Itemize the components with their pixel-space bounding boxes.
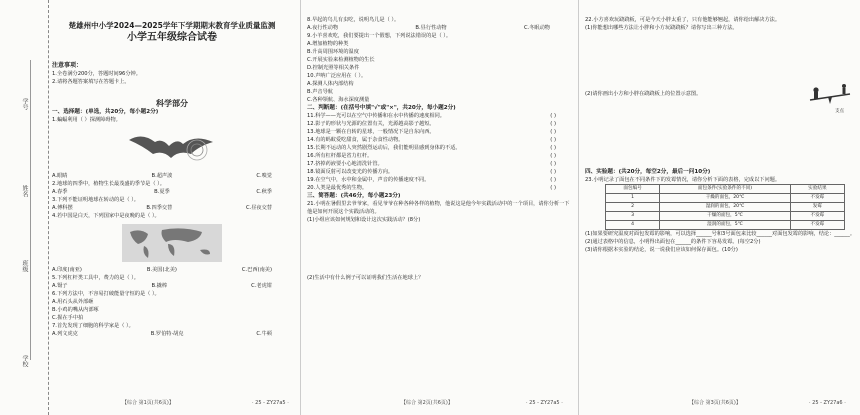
column-3 — [578, 0, 858, 415]
table-cell: 干燥的面包，20℃ — [660, 194, 791, 203]
question-10-option: C.各种领航、海水深度测量 — [307, 97, 370, 103]
table-row — [606, 212, 845, 221]
answer-bracket[interactable]: ( ) — [550, 169, 556, 175]
section-heading: 一、选择题：(单选，共20分，每小题2分) — [52, 109, 159, 115]
question-22-sub2-row — [585, 80, 858, 108]
judgment-item: 16.所有杠杆都是省力杠杆。 ( ) — [307, 153, 556, 159]
judgment-item: 11.科学——光可以在空气中传播和在水中传播的速度相同。 ( ) — [307, 113, 556, 119]
page-footer: 【综合 第3页(共6页)】 — [689, 400, 741, 406]
answer-bracket[interactable]: ( ) — [550, 161, 556, 167]
question-1-options: A.眼睛 B.超声波 C.嗅觉 — [52, 173, 272, 179]
world-map-image — [122, 224, 222, 262]
question-4: 4.若中国是白天，下列国家中是夜晚的是（ ）。 — [52, 213, 160, 219]
notes-heading: 注意事项： — [52, 62, 83, 69]
notes-item: 2.请将各题答案填写在答题卡上。 — [52, 79, 130, 85]
question-10-option: A.探测人体内部结构 — [307, 81, 354, 87]
page-footer-code: · 25 - ZY27a6 · — [809, 400, 846, 406]
binding-label-id: 学号 — [21, 98, 28, 110]
question-3-options: A.傅科摆 B.四季交替 C.昼夜交替 — [52, 205, 272, 211]
binding-label-name: 姓名 — [21, 185, 28, 197]
question-10: 10.声呐广泛应用在（ ）。 — [307, 73, 367, 79]
table-cell: 不发霉 — [790, 221, 844, 230]
question-9-option: B.升高周围环境的温度 — [307, 49, 359, 55]
page-footer-code: · 25 - ZY27a5 · — [252, 400, 289, 406]
table-row — [606, 203, 845, 212]
question-7-options: A.列文虎克 B.罗伯特·胡克 C.牛顿 — [52, 331, 272, 337]
question-21: 21.小明在暑假里去爷爷家，看见爷爷在种各种各样的植物，他说这是他今年实践活动中的一个项目，请你分析一下他是如何开展这个实践活动的。 — [307, 201, 570, 215]
answer-bracket[interactable]: ( ) — [550, 137, 556, 143]
question-5: 5.下列杠杆类工具中，费力的是（ ）。 — [52, 275, 139, 281]
table-cell: 湿润的面包，5℃ — [660, 221, 791, 230]
question-2: 2.地球的四季中，植物生长最茂盛的季节是（ ）。 — [52, 181, 165, 187]
answer-space — [585, 116, 858, 168]
judgment-item: 17.挤掉药液要小心地清洗针管。 ( ) — [307, 161, 556, 167]
table-cell: 3 — [606, 212, 660, 221]
table-cell: 2 — [606, 203, 660, 212]
question-23-sub1: (1)如果要研究温度对面包发霉的影响，可以选择______号和3号面包来比较______对面包发霉的影响，结论：______。 — [585, 231, 856, 237]
exam-title-line2: 小学五年级综合试卷 — [127, 32, 217, 43]
binding-line — [30, 60, 31, 360]
answer-space — [585, 32, 858, 80]
bread-mold-table — [605, 184, 845, 230]
question-10-option: B.声音导航 — [307, 89, 333, 95]
table-header: 面包编号 — [606, 185, 660, 194]
page-footer: 【综合 第2页(共6页)】 — [401, 400, 453, 406]
judgment-item: 14.有的蚂蚁爱吃甜食，属于杂食性动物。 ( ) — [307, 137, 556, 143]
table-cell: 1 — [606, 194, 660, 203]
table-cell: 湿润的面包，20℃ — [660, 203, 791, 212]
question-21-sub2: (2)生活中有什么例子可以证明我们生活在地球上？ — [307, 275, 424, 281]
binding-label-class: 班级 — [21, 260, 28, 272]
question-21-sub1: (1)小组应该如何规划和设计这次实践活动？(8分) — [307, 217, 421, 223]
table-cell: 干燥的面包，5℃ — [660, 212, 791, 221]
column-2 — [300, 0, 570, 415]
column-1 — [52, 0, 292, 415]
question-1: 1.蝙蝠利用（ ）探测障碍物。 — [52, 117, 121, 123]
table-header: 面包条件(实验条件的不同) — [660, 185, 791, 194]
question-9-option: C.开展实验来检测植物的生长 — [307, 57, 375, 63]
table-header: 实验结果 — [790, 185, 844, 194]
table-row — [606, 221, 845, 230]
question-22-sub1: (1)你能想出哪些方法让小胖和小方玩跷跷板？请你写出三种方法。 — [585, 25, 738, 31]
section-heading: 三、简答题：(共46分，每小题23分) — [307, 193, 401, 199]
answer-bracket[interactable]: ( ) — [550, 121, 556, 127]
answer-bracket[interactable]: ( ) — [550, 185, 556, 191]
question-23: 23.小明记录了面包在不同条件下的发霉情况，请你分析下面的表格，完成以下问题。 — [585, 177, 781, 183]
exam-title-line1: 楚雄州中小学2024—2025学年下学期期末教育学业质量监测 — [68, 21, 276, 30]
answer-bracket[interactable]: ( ) — [550, 145, 556, 151]
question-3: 3.下列不能证明地球在转动的是（ ）。 — [52, 197, 139, 203]
question-8-options: A.夜行性动物 B.昼行性动物 C.冬眠动物 — [307, 25, 550, 31]
question-6: 6.下列方法中，不容易打破能量守恒的是（ ）。 — [52, 291, 160, 297]
seesaw-image — [808, 80, 852, 108]
question-5-options: A.镊子 B.撬棒 C.老虎钳 — [52, 283, 272, 289]
answer-bracket[interactable]: ( ) — [550, 129, 556, 135]
table-row — [606, 194, 845, 203]
question-22-sub2: (2)请你画出小方和小胖在跷跷板上的位置示意图。 — [585, 91, 702, 97]
judgment-list — [307, 112, 570, 192]
question-7: 7.首先发现了细胞的科学家是（ ）。 — [52, 323, 134, 329]
table-cell: 4 — [606, 221, 660, 230]
question-6-option: C.握在手中拍 — [52, 315, 84, 321]
question-6-option: A.用石头从外部砸 — [52, 299, 94, 305]
bat-image — [127, 128, 217, 168]
science-section-title: 科学部分 — [156, 99, 188, 108]
question-9: 9.小羊喜欢吃，我们要提出一个假想，下列说法错误的是（ ）。 — [307, 33, 452, 39]
judgment-item: 19.在空气中，水中和金属中，声音的传播速度不同。 ( ) — [307, 177, 556, 183]
question-6-option: B.小鸡的嘴从内部啄 — [52, 307, 99, 313]
judgment-item: 20.人类是最优秀的生物。 ( ) — [307, 185, 556, 191]
table-cell: 发霉 — [790, 203, 844, 212]
question-9-option: A.增加植物的种类 — [307, 41, 349, 47]
page-footer-code: · 25 - ZY27a5 · — [526, 400, 563, 406]
question-8: 8.早起的鸟儿有虫吃，说明鸟儿是（ ）。 — [307, 17, 400, 23]
binding-strip — [0, 0, 49, 415]
question-23-sub3: (3)请你根据本实验的结论，说一说我们应该如何保存面包。(10分) — [585, 247, 738, 253]
answer-bracket[interactable]: ( ) — [550, 177, 556, 183]
table-cell: 不发霉 — [790, 212, 844, 221]
answer-bracket[interactable]: ( ) — [550, 113, 556, 119]
section-heading: 四、实验题：(共20分，每空2分，最后一问10分) — [585, 169, 711, 175]
judgment-item: 13.地球是一颗在自转的星球，一般情况下是自东向西。 ( ) — [307, 129, 556, 135]
page-footer: 【综合 第1页(共6页)】 — [122, 400, 174, 406]
section-heading: 二、判断题：(在括号中填"√"或"×"，共20分，每小题2分) — [307, 105, 456, 111]
table-cell: 不发霉 — [790, 194, 844, 203]
answer-space — [307, 224, 570, 274]
judgment-item: 18.镜面反射可以改变光的传播方向。 ( ) — [307, 169, 556, 175]
judgment-item: 12.影子的形状与光源的位置有关，光源越高影子越短。 ( ) — [307, 121, 556, 127]
judgment-item: 15.长期不运动的人突然剧烈运动后，我们能明显感到身体的不适。 ( ) — [307, 145, 556, 151]
fulcrum-label: 支点 — [835, 109, 844, 114]
question-9-option: D.控制光照等相关条件 — [307, 65, 360, 71]
notes-item: 1.全卷满分200分，答题时间96分钟。 — [52, 71, 141, 77]
question-2-options: A.春季 B.夏季 C.秋季 — [52, 189, 272, 195]
answer-bracket[interactable]: ( ) — [550, 153, 556, 159]
question-22: 22.小方喜欢玩跷跷板，可是今天小胖太重了，只有他能够翘起，请你给出解决方法。 — [585, 17, 781, 23]
question-4-options: A.印度(南亚) B.美国(北美) C.巴西(南美) — [52, 267, 272, 273]
question-23-sub2: (2)通过表格中的信息，小明得出面包在______的条件下容易发霉。(每空2分) — [585, 239, 761, 245]
binding-label-school: 学校 — [21, 355, 28, 367]
